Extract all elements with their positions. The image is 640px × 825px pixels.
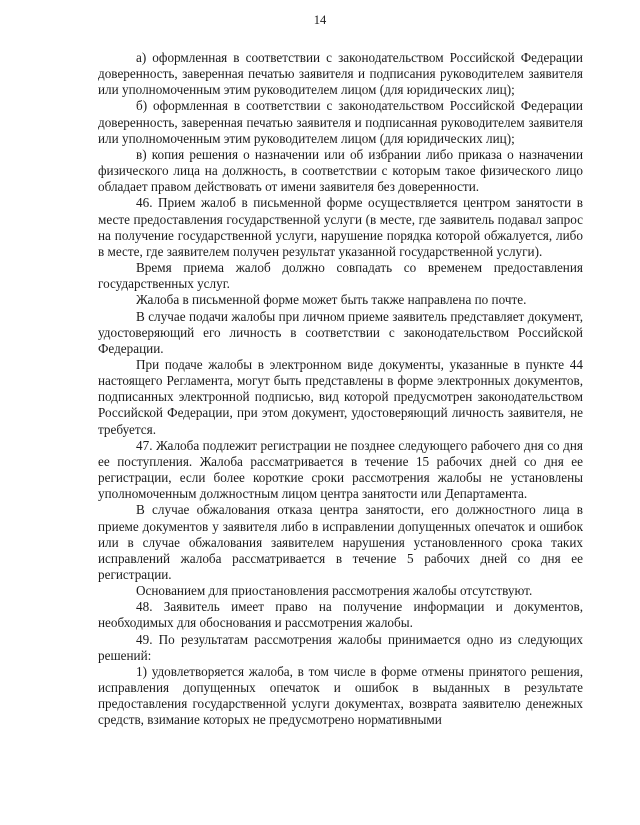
paragraph-refusal-appeal: В случае обжалования отказа центра занятости, его должностного лица в приеме документов у заявителя либо в исправлении допущенных опечаток и ошибок или в случае обжалования заявителем нарушения установленного срока таких исправлений жалоба рассматривается в течение 5 рабочих дней со дня ее регистрации.: [98, 502, 583, 582]
paragraph-46: 46. Прием жалоб в письменной форме осуществляется центром занятости в месте предоставления государственной услуги (в месте, где заявитель подавал запрос на получение государственной услуги, нарушение порядка которой обжалуется, либо в месте, где заявителем получен результат указанной государственной услуги).: [98, 195, 583, 259]
paragraph-postal: Жалоба в письменной форме может быть также направлена по почте.: [136, 292, 527, 308]
paragraph-45a: а) оформленная в соответствии с законодательством Российской Федерации доверенность, заверенная печатью заявителя и подписания руководителем заявителя или уполномоченным этим руководителем лицом (для юридических лиц);: [98, 50, 583, 98]
paragraph-48: 48. Заявитель имеет право на получение информации и документов, необходимых для обоснования и рассмотрения жалобы.: [98, 599, 583, 631]
paragraph-47: 47. Жалоба подлежит регистрации не позднее следующего рабочего дня со дня ее поступления. Жалоба рассматривается в течение 15 рабочих дней со дня ее регистрации, если более короткие сроки рассмотрения жалобы не установлены уполномоченным должностным лицом центра занятости или Департамента.: [98, 437, 583, 502]
paragraph-personal-reception: В случае подачи жалобы при личном приеме заявитель представляет документ, удостоверяющий его личность в соответствии с законодательством Российской Федерации.: [98, 308, 583, 356]
paragraph-45b: б) оформленная в соответствии с законодательством Российской Федерации доверенность, заверенная печатью заявителя и подписанная руководителем заявителя или уполномоченным этим руководителем лицом (для юридических лиц);: [98, 98, 583, 146]
paragraph-49-1: 1) удовлетворяется жалоба, в том числе в форме отмены принятого решения, исправления допущенных опечаток и ошибок в выданных в результате предоставления государственной услуги документах, возврата заявителю денежных средств, взимание которых не предусмотрено нормативными: [98, 663, 583, 728]
page-number: 14: [313, 13, 327, 27]
paragraph-no-suspension: Основанием для приостановления рассмотрения жалобы отсутствуют.: [136, 583, 533, 599]
document-body: [98, 50, 583, 729]
paragraph-45c: в) копия решения о назначении или об избрании либо приказа о назначении физического лица на должность, в соответствии с которым такое физического лицо обладает правом действовать от имени заявителя без доверенности.: [98, 146, 583, 195]
paragraph-49: 49. По результатам рассмотрения жалобы принимается одно из следующих решений:: [98, 631, 583, 663]
paragraph-electronic-submission: При подаче жалобы в электронном виде документы, указанные в пункте 44 настоящего Регламента, могут быть представлены в форме электронных документов, подписанных электронной подписью, вид которой предусмотрен законодательством Российской Федерации, при этом документ, удостоверяющий личность заявителя, не требуется.: [98, 356, 583, 437]
paragraph-reception-time: Время приема жалоб должно совпадать со временем предоставления государственных услуг.: [98, 260, 583, 292]
